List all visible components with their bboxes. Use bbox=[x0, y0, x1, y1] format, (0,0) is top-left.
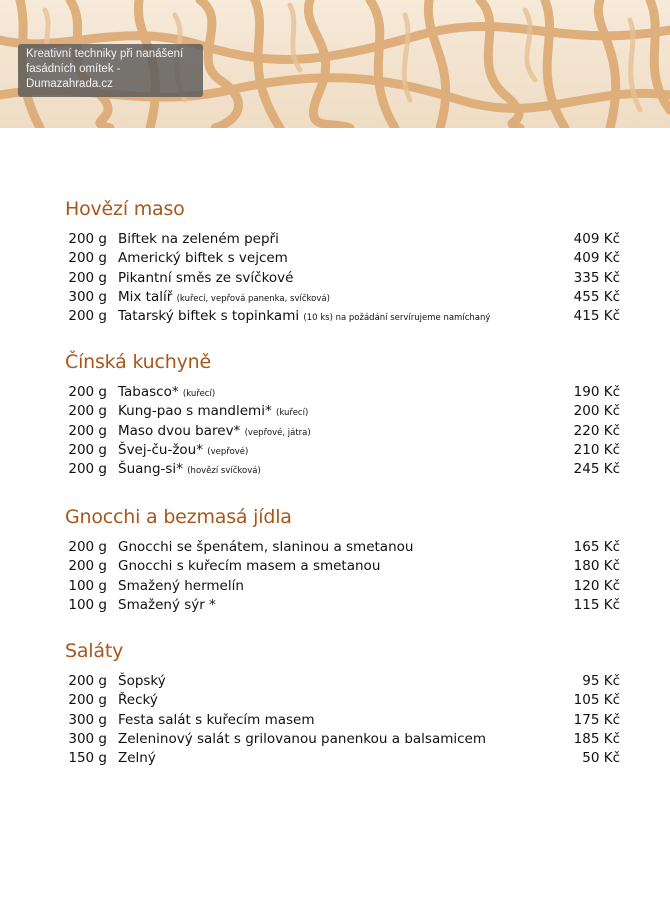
item-name-group bbox=[118, 288, 330, 309]
item-name-group bbox=[118, 307, 490, 328]
menu-item bbox=[0, 422, 670, 442]
item-name-group bbox=[118, 422, 311, 443]
item-note: (kuřecí) bbox=[276, 408, 309, 419]
item-name: Šuang-si* bbox=[118, 461, 183, 478]
item-price: 335 Kč bbox=[573, 269, 620, 286]
item-quantity: 300 g bbox=[68, 730, 107, 747]
section-title: Hovězí maso bbox=[65, 198, 185, 220]
item-quantity: 200 g bbox=[68, 692, 107, 709]
item-quantity: 300 g bbox=[68, 288, 107, 305]
item-quantity: 200 g bbox=[68, 403, 107, 420]
item-price: 409 Kč bbox=[573, 231, 620, 247]
item-quantity: 200 g bbox=[68, 231, 107, 247]
item-name-group bbox=[118, 230, 279, 249]
section-title: Saláty bbox=[65, 640, 124, 662]
item-price: 165 Kč bbox=[573, 539, 620, 555]
menu-item bbox=[0, 596, 670, 616]
menu-item bbox=[0, 557, 670, 577]
item-quantity: 200 g bbox=[68, 441, 107, 458]
item-name-group bbox=[118, 596, 216, 615]
item-price: 409 Kč bbox=[573, 250, 620, 267]
menu-item bbox=[0, 402, 670, 422]
menu-item bbox=[0, 711, 670, 731]
item-price: 415 Kč bbox=[573, 308, 620, 325]
item-quantity: 200 g bbox=[68, 422, 107, 439]
menu-item bbox=[0, 307, 670, 327]
item-name-group bbox=[118, 383, 215, 404]
item-name-group bbox=[118, 711, 315, 730]
item-price: 220 Kč bbox=[573, 422, 620, 439]
item-note: (kuřecí) bbox=[182, 389, 216, 399]
menu-item bbox=[0, 269, 670, 289]
item-name: Tabasco* bbox=[118, 384, 179, 400]
item-price: 95 Kč bbox=[582, 673, 620, 689]
item-price: 115 Kč bbox=[573, 596, 620, 613]
item-name: Gnocchi se špenátem, slaninou a smetanou bbox=[118, 539, 414, 555]
item-note: (vepřové) bbox=[207, 446, 249, 457]
item-name-group bbox=[118, 269, 293, 288]
menu-item bbox=[0, 288, 670, 308]
menu-item bbox=[0, 460, 670, 480]
item-price: 245 Kč bbox=[573, 461, 620, 478]
item-quantity: 200 g bbox=[68, 539, 107, 555]
item-quantity: 150 g bbox=[68, 750, 107, 767]
item-price: 455 Kč bbox=[573, 288, 620, 305]
item-name: Zelný bbox=[118, 750, 156, 767]
menu-item bbox=[0, 538, 670, 558]
item-quantity: 200 g bbox=[68, 461, 107, 478]
item-quantity: 200 g bbox=[68, 384, 107, 400]
menu-item bbox=[0, 577, 670, 597]
item-quantity: 200 g bbox=[68, 673, 107, 689]
item-note: (vepřové, játra) bbox=[244, 427, 311, 438]
item-name: Řecký bbox=[118, 692, 158, 709]
menu-item bbox=[0, 383, 670, 403]
item-quantity: 300 g bbox=[68, 711, 107, 728]
item-name-group bbox=[118, 402, 308, 423]
item-quantity: 200 g bbox=[68, 308, 107, 325]
item-note: (kuřecí, vepřová panenka, svíčková) bbox=[176, 293, 330, 304]
item-note: (10 ks) na požádání servírujeme namíchaný bbox=[303, 313, 491, 324]
section-title: Čínská kuchyně bbox=[65, 351, 211, 373]
item-name: Tatarský biftek s topinkami bbox=[118, 308, 300, 325]
menu-item bbox=[0, 441, 670, 461]
item-note: (hovězí svíčková) bbox=[187, 466, 261, 477]
item-quantity: 100 g bbox=[68, 577, 107, 594]
item-price: 185 Kč bbox=[573, 730, 620, 747]
menu-item bbox=[0, 672, 670, 692]
item-price: 105 Kč bbox=[573, 692, 620, 709]
item-price: 210 Kč bbox=[573, 441, 620, 458]
item-name: Smažený hermelín bbox=[118, 577, 244, 594]
item-name-group bbox=[118, 577, 244, 596]
item-name: Pikantní směs ze svíčkové bbox=[118, 269, 294, 286]
item-name-group bbox=[118, 441, 248, 462]
item-price: 190 Kč bbox=[573, 384, 620, 400]
item-name: Gnocchi s kuřecím masem a smetanou bbox=[118, 558, 381, 575]
image-caption[interactable]: Kreativní techniky při nanášení fasádních omítek - Dumazahrada.cz bbox=[18, 44, 203, 97]
item-quantity: 200 g bbox=[68, 269, 107, 286]
item-name-group bbox=[118, 460, 261, 481]
item-price: 50 Kč bbox=[582, 750, 620, 767]
item-price: 120 Kč bbox=[573, 577, 620, 594]
menu-item bbox=[0, 749, 670, 769]
item-name: Biftek na zeleném pepři bbox=[118, 231, 279, 247]
item-name: Kung-pao s mandlemi* bbox=[118, 403, 272, 420]
item-price: 200 Kč bbox=[573, 403, 620, 420]
menu-item bbox=[0, 691, 670, 711]
item-name: Festa salát s kuřecím masem bbox=[118, 711, 315, 728]
item-name-group bbox=[118, 730, 486, 749]
item-name: Americký biftek s vejcem bbox=[118, 250, 288, 267]
item-name: Švej-ču-žou* bbox=[118, 441, 203, 458]
item-name: Zeleninový salát s grilovanou panenkou a balsamicem bbox=[118, 730, 486, 747]
item-name-group bbox=[118, 691, 158, 710]
item-price: 180 Kč bbox=[573, 558, 620, 575]
item-name-group bbox=[118, 249, 288, 268]
item-name-group bbox=[118, 672, 166, 691]
item-quantity: 100 g bbox=[68, 596, 107, 613]
menu-item bbox=[0, 249, 670, 269]
item-quantity: 200 g bbox=[68, 250, 107, 267]
menu-item bbox=[0, 730, 670, 750]
item-name: Mix talíř bbox=[118, 288, 173, 305]
section-title: Gnocchi a bezmasá jídla bbox=[65, 506, 292, 528]
header-banner bbox=[0, 0, 670, 128]
item-name-group bbox=[118, 538, 413, 557]
item-name: Maso dvou barev* bbox=[118, 422, 241, 439]
item-name-group bbox=[118, 749, 156, 768]
item-name: Šopský bbox=[118, 673, 166, 689]
menu-item bbox=[0, 230, 670, 250]
item-name-group bbox=[118, 557, 380, 576]
item-price: 175 Kč bbox=[573, 711, 620, 728]
item-quantity: 200 g bbox=[68, 558, 107, 575]
item-name: Smažený sýr * bbox=[118, 596, 216, 613]
